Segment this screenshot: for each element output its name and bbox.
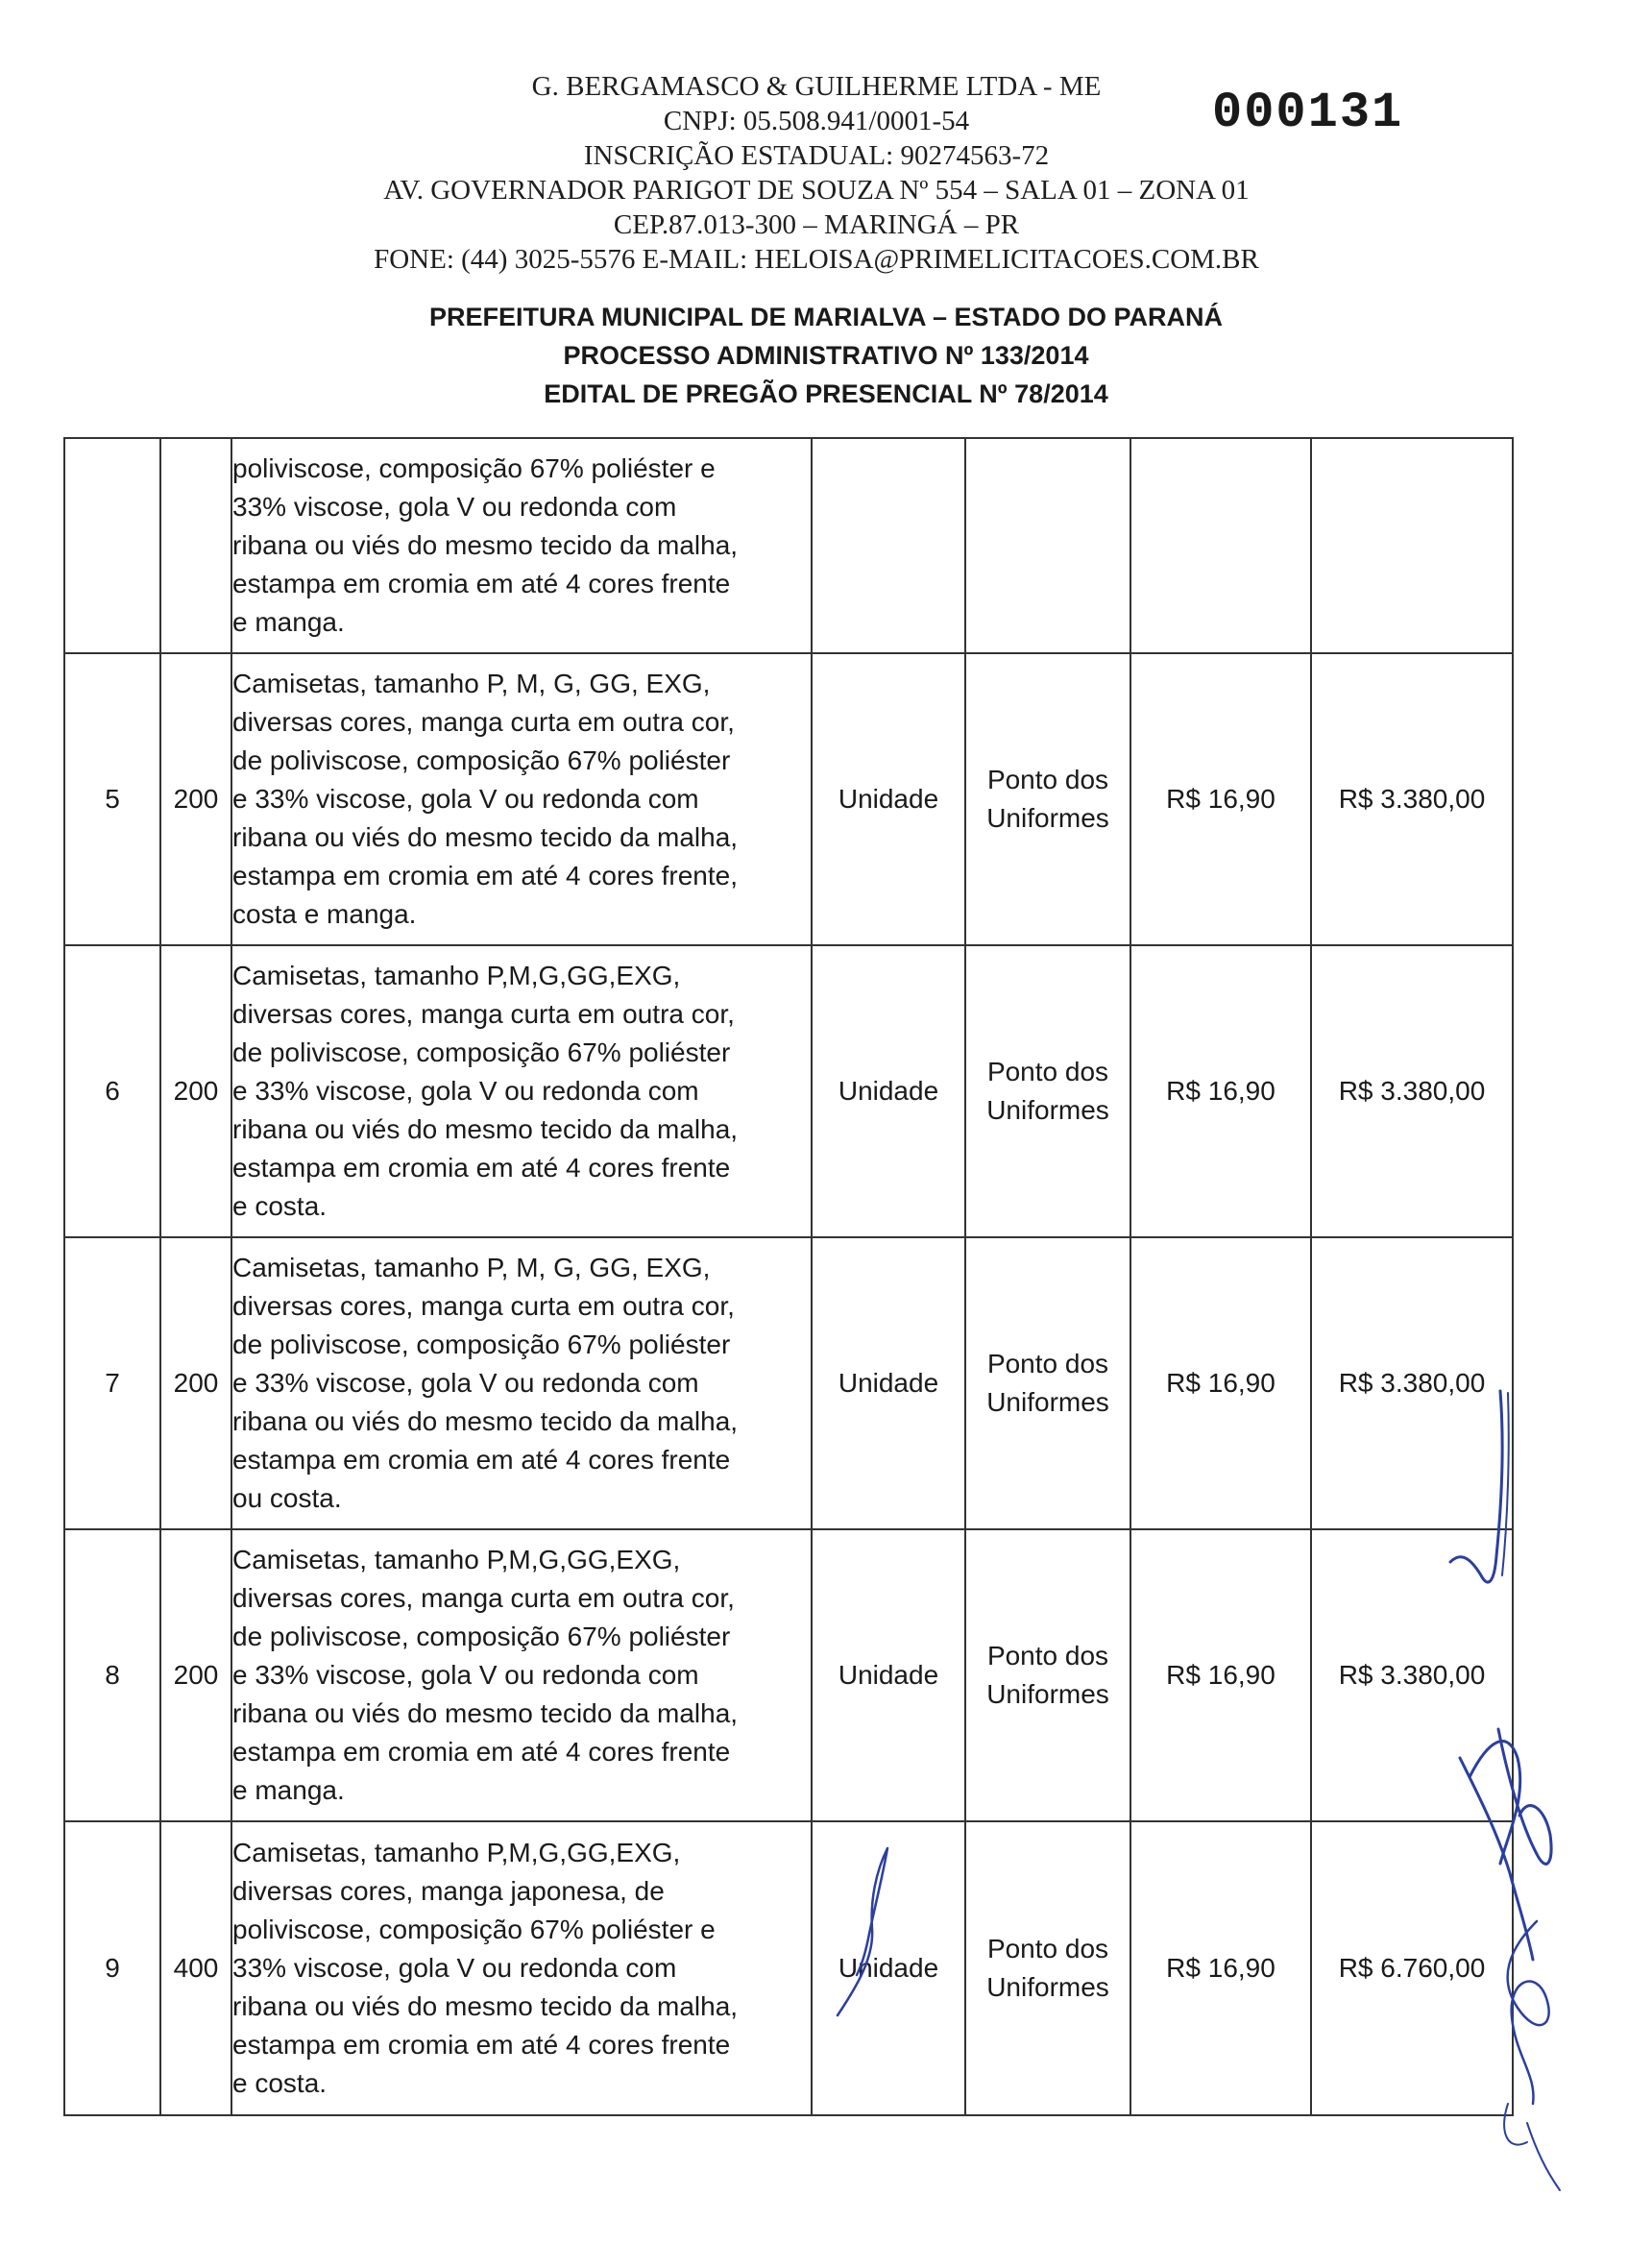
item-description: [231, 1529, 812, 1821]
description-line: Camisetas, tamanho P,M,G,GG,EXG,: [232, 1838, 681, 1867]
item-unit: Unidade: [812, 945, 965, 1237]
description-line: estampa em cromia em até 4 cores frente: [232, 2030, 731, 2060]
table-row-continuation: [64, 438, 1513, 653]
description-line: ribana ou viés do mesmo tecido da malha,: [232, 1698, 739, 1728]
brand-line: Uniformes: [986, 803, 1109, 833]
table-row-item-6: [64, 945, 1513, 1237]
item-unit: Unidade: [812, 653, 965, 945]
description-line: ribana ou viés do mesmo tecido da malha,: [232, 1991, 739, 2021]
description-line: de poliviscose, composição 67% poliéster: [232, 745, 731, 775]
description-line: e 33% viscose, gola V ou redonda com: [232, 784, 699, 814]
brand-line: Ponto dos: [986, 765, 1109, 794]
item-quantity: 400: [160, 1821, 231, 2115]
page-number-stamp: 000131: [1212, 85, 1404, 141]
unit-cell: [812, 438, 965, 653]
item-total-price: R$ 6.760,00: [1311, 1821, 1513, 2115]
item-quantity: 200: [160, 945, 231, 1237]
description-line: 33% viscose, gola V ou redonda com: [232, 492, 677, 522]
description-line: estampa em cromia em até 4 cores frente: [232, 1737, 731, 1767]
description-line: ribana ou viés do mesmo tecido da malha,: [232, 822, 739, 852]
item-unit: Unidade: [812, 1529, 965, 1821]
description-line: estampa em cromia em até 4 cores frente: [232, 569, 731, 598]
item-brand: [965, 1237, 1130, 1529]
description-line: ribana ou viés do mesmo tecido da malha,: [232, 1114, 739, 1144]
unit-price-cell: [1130, 438, 1311, 653]
description-line: ribana ou viés do mesmo tecido da malha,: [232, 1406, 739, 1436]
description-line: Camisetas, tamanho P,M,G,GG,EXG,: [232, 961, 681, 990]
description-line: Camisetas, tamanho P, M, G, GG, EXG,: [232, 1253, 711, 1282]
state-registration: INSCRIÇÃO ESTADUAL: 90274563-72: [583, 140, 1050, 171]
description-line: e 33% viscose, gola V ou redonda com: [232, 1660, 699, 1690]
item-number: 7: [64, 1237, 160, 1529]
description-line: de poliviscose, composição 67% poliéster: [232, 1329, 731, 1359]
item-quantity: 200: [160, 1529, 231, 1821]
item-brand: [965, 653, 1130, 945]
item-unit-price: R$ 16,90: [1130, 1821, 1311, 2115]
company-contact: FONE: (44) 3025-5576 E-MAIL: HELOISA@PRIMELICITACOES.COM.BR: [374, 244, 1259, 275]
description-line: ribana ou viés do mesmo tecido da malha,: [232, 530, 739, 560]
item-unit-price: R$ 16,90: [1130, 1529, 1311, 1821]
brand-line: Ponto dos: [986, 1057, 1109, 1086]
item-description: [231, 1237, 812, 1529]
total-price-cell: [1311, 438, 1513, 653]
item-total-price: R$ 3.380,00: [1311, 945, 1513, 1237]
brand-line: Uniformes: [986, 1679, 1109, 1709]
item-total-price: R$ 3.380,00: [1311, 653, 1513, 945]
item-total-price: R$ 3.380,00: [1311, 1529, 1513, 1821]
description-line: e 33% viscose, gola V ou redonda com: [232, 1368, 699, 1398]
brand-line: Uniformes: [986, 1972, 1109, 2002]
brand-line: Ponto dos: [986, 1934, 1109, 1964]
item-number: 6: [64, 945, 160, 1237]
quantity-cell: [160, 438, 231, 653]
item-number: 9: [64, 1821, 160, 2115]
item-description: [231, 945, 812, 1237]
item-quantity: 200: [160, 653, 231, 945]
item-brand: [965, 1821, 1130, 2115]
description-cell: [231, 438, 812, 653]
item-unit: Unidade: [812, 1821, 965, 2115]
company-cep-city: CEP.87.013-300 – MARINGÁ – PR: [613, 209, 1020, 240]
heading-edital: EDITAL DE PREGÃO PRESENCIAL Nº 78/2014: [544, 379, 1108, 408]
description-line: e 33% viscose, gola V ou redonda com: [232, 1076, 699, 1106]
description-line: 33% viscose, gola V ou redonda com: [232, 1953, 677, 1983]
description-line: e costa.: [232, 1191, 328, 1221]
description-line: estampa em cromia em até 4 cores frente: [232, 1445, 731, 1475]
item-number-cell: [64, 438, 160, 653]
description-line: de poliviscose, composição 67% poliéster: [232, 1037, 731, 1067]
description-line: diversas cores, manga curta em outra cor,: [232, 1291, 735, 1321]
item-description: [231, 653, 812, 945]
description-line: Camisetas, tamanho P, M, G, GG, EXG,: [232, 669, 711, 698]
heading-processo: PROCESSO ADMINISTRATIVO Nº 133/2014: [563, 341, 1089, 370]
item-total-price: R$ 3.380,00: [1311, 1237, 1513, 1529]
letterhead: [288, 69, 1345, 277]
description-line: diversas cores, manga curta em outra cor,: [232, 1583, 735, 1613]
description-line: poliviscose, composição 67% poliéster e: [232, 453, 716, 483]
item-unit-price: R$ 16,90: [1130, 653, 1311, 945]
description-line: e costa.: [232, 2068, 328, 2098]
brand-line: Ponto dos: [986, 1641, 1109, 1671]
description-line: ou costa.: [232, 1483, 342, 1513]
description-line: diversas cores, manga curta em outra cor,: [232, 707, 735, 737]
heading-prefeitura: PREFEITURA MUNICIPAL DE MARIALVA – ESTADO DO PARANÁ: [428, 303, 1224, 331]
description-line: e manga.: [232, 607, 345, 637]
company-name: G. BERGAMASCO & GUILHERME LTDA - ME: [531, 71, 1102, 102]
item-description: [231, 1821, 812, 2115]
description-line: diversas cores, manga curta em outra cor,: [232, 999, 735, 1029]
item-number: 5: [64, 653, 160, 945]
document-heading: [288, 298, 1364, 413]
item-unit-price: R$ 16,90: [1130, 1237, 1311, 1529]
item-unit-price: R$ 16,90: [1130, 945, 1311, 1237]
description-line: poliviscose, composição 67% poliéster e: [232, 1915, 716, 1944]
table-row-item-8: [64, 1529, 1513, 1821]
description-line: estampa em cromia em até 4 cores frente: [232, 1153, 731, 1183]
description-line: costa e manga.: [232, 899, 417, 929]
table-row-item-7: [64, 1237, 1513, 1529]
description-line: Camisetas, tamanho P,M,G,GG,EXG,: [232, 1545, 681, 1574]
description-line: estampa em cromia em até 4 cores frente,: [232, 861, 738, 890]
brand-line: Uniformes: [986, 1387, 1109, 1417]
brand-cell: [965, 438, 1130, 653]
item-quantity: 200: [160, 1237, 231, 1529]
brand-line: Ponto dos: [986, 1349, 1109, 1378]
brand-line: Uniformes: [986, 1095, 1109, 1125]
items-table: [63, 437, 1514, 2116]
table-row-item-9: [64, 1821, 1513, 2115]
company-cnpj: CNPJ: 05.508.941/0001-54: [663, 106, 970, 136]
item-brand: [965, 1529, 1130, 1821]
item-brand: [965, 945, 1130, 1237]
item-unit: Unidade: [812, 1237, 965, 1529]
description-line: diversas cores, manga japonesa, de: [232, 1876, 665, 1906]
item-number: 8: [64, 1529, 160, 1821]
description-line: de poliviscose, composição 67% poliéster: [232, 1622, 731, 1651]
table-row-item-5: [64, 653, 1513, 945]
description-line: e manga.: [232, 1775, 345, 1805]
company-address: AV. GOVERNADOR PARIGOT DE SOUZA Nº 554 – SALA 01 – ZONA 01: [383, 175, 1250, 206]
